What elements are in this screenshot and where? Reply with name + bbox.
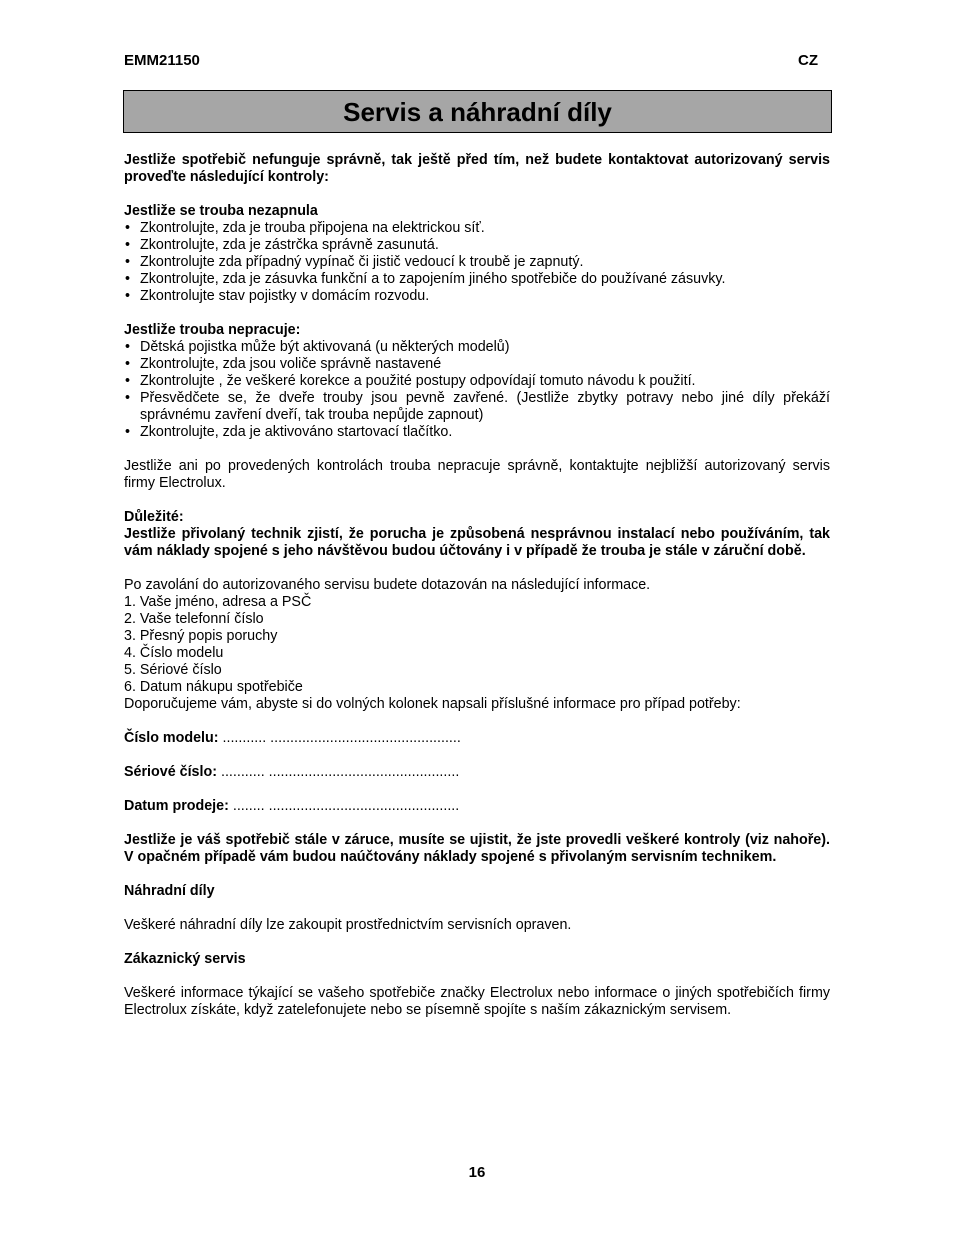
- list-item: • Zkontrolujte stav pojistky v domácím rozvodu.: [124, 288, 830, 305]
- language-code: CZ: [798, 52, 818, 69]
- section-heading-not-on: Jestliže se trouba nezapnula: [124, 203, 318, 219]
- field-label: Datum prodeje:: [124, 798, 229, 814]
- important-heading: Důležité:: [124, 509, 184, 525]
- list-item: • Přesvědčete se, že dveře trouby jsou pevně zavřené. (Jestliže zbytky potravy nebo jiné díly překáží správnému zavření dveří, tak trouba nepůjde zapnout): [124, 390, 830, 424]
- list-item: • Dětská pojistka může být aktivovaná (u některých modelů): [124, 339, 830, 356]
- important-text: Jestliže přivolaný technik zjistí, že porucha je způsobená nesprávnou instalací nebo používáním, tak vám náklady spojené s jeho návštěvou budou účtovány i v případě že trouba je stále v záruční době.: [124, 526, 830, 559]
- field-blank: ........... ................................................: [222, 730, 461, 746]
- field-label: Sériové číslo:: [124, 764, 217, 780]
- contact-paragraph: Jestliže ani po provedených kontrolách trouba nepracuje správně, kontaktujte nejbližší autorizovaný servis firmy Electrolux.: [124, 458, 830, 491]
- document-body: [124, 152, 830, 1019]
- field-label: Číslo modelu:: [124, 730, 219, 746]
- page-title: Servis a náhradní díly: [343, 96, 612, 127]
- info-item: 2. Vaše telefonní číslo: [124, 611, 264, 627]
- info-intro: Po zavolání do autorizovaného servisu budete dotazován na následující informace.: [124, 577, 651, 593]
- list-item: • Zkontrolujte, zda je zástrčka správně zasunutá.: [124, 237, 830, 254]
- serial-number-field: [124, 764, 830, 781]
- info-item: 3. Přesný popis poruchy: [124, 628, 278, 644]
- customer-service-text: Veškeré informace týkající se vašeho spotřebiče značky Electrolux nebo informace o jiných spotřebičích firmy Electrolux získáte, když zatelefonujete nebo se písemně spojíte s naším zákaznickým servisem.: [124, 985, 830, 1018]
- info-item: 5. Sériové číslo: [124, 662, 222, 678]
- model-number-field: [124, 730, 830, 747]
- section-heading-not-working: Jestliže trouba nepracuje:: [124, 322, 301, 338]
- warranty-paragraph: Jestliže je váš spotřebič stále v záruce, musíte se ujistit, že jste provedli veškeré kontroly (viz nahoře). V opačném případě vám budou naúčtovány náklady spojené s přivolaným servisním technikem.: [124, 832, 830, 865]
- list-item: • Zkontrolujte, zda je aktivováno startovací tlačítko.: [124, 424, 830, 441]
- spare-parts-heading: Náhradní díly: [124, 883, 215, 899]
- spare-parts-text: Veškeré náhradní díly lze zakoupit prostřednictvím servisních opraven.: [124, 917, 572, 933]
- info-item: 1. Vaše jméno, adresa a PSČ: [124, 594, 312, 610]
- field-blank: ........ ................................................: [232, 798, 460, 814]
- list-item: • Zkontrolujte zda případný vypínač či jistič vedoucí k troubě je zapnutý.: [124, 254, 830, 271]
- page-number: 16: [468, 1164, 486, 1181]
- list-item: • Zkontrolujte, zda je trouba připojena na elektrickou síť.: [124, 220, 830, 237]
- title-banner: [123, 90, 832, 133]
- list-item: • Zkontrolujte , že veškeré korekce a použité postupy odpovídají tomuto návodu k použití.: [124, 373, 830, 390]
- list-item: • Zkontrolujte, zda jsou voliče správně nastavené: [124, 356, 830, 373]
- checklist-not-on: [124, 220, 830, 305]
- customer-service-heading: Zákaznický servis: [124, 951, 246, 967]
- model-number: EMM21150: [124, 52, 200, 69]
- list-item: • Zkontrolujte, zda je zásuvka funkční a to zapojením jiného spotřebiče do používané zásuvky.: [124, 271, 830, 288]
- field-blank: ........... ................................................: [220, 764, 460, 780]
- checklist-not-working: [124, 339, 830, 441]
- info-item: 6. Datum nákupu spotřebiče: [124, 679, 303, 695]
- purchase-date-field: [124, 798, 830, 815]
- info-item: 4. Číslo modelu: [124, 645, 224, 661]
- intro-paragraph: Jestliže spotřebič nefunguje správně, tak ještě před tím, než budete kontaktovat autorizovaný servis proveďte následující kontroly:: [124, 152, 830, 185]
- recommend-paragraph: Doporučujeme vám, abyste si do volných kolonek napsali příslušné informace pro případ potřeby:: [124, 696, 741, 712]
